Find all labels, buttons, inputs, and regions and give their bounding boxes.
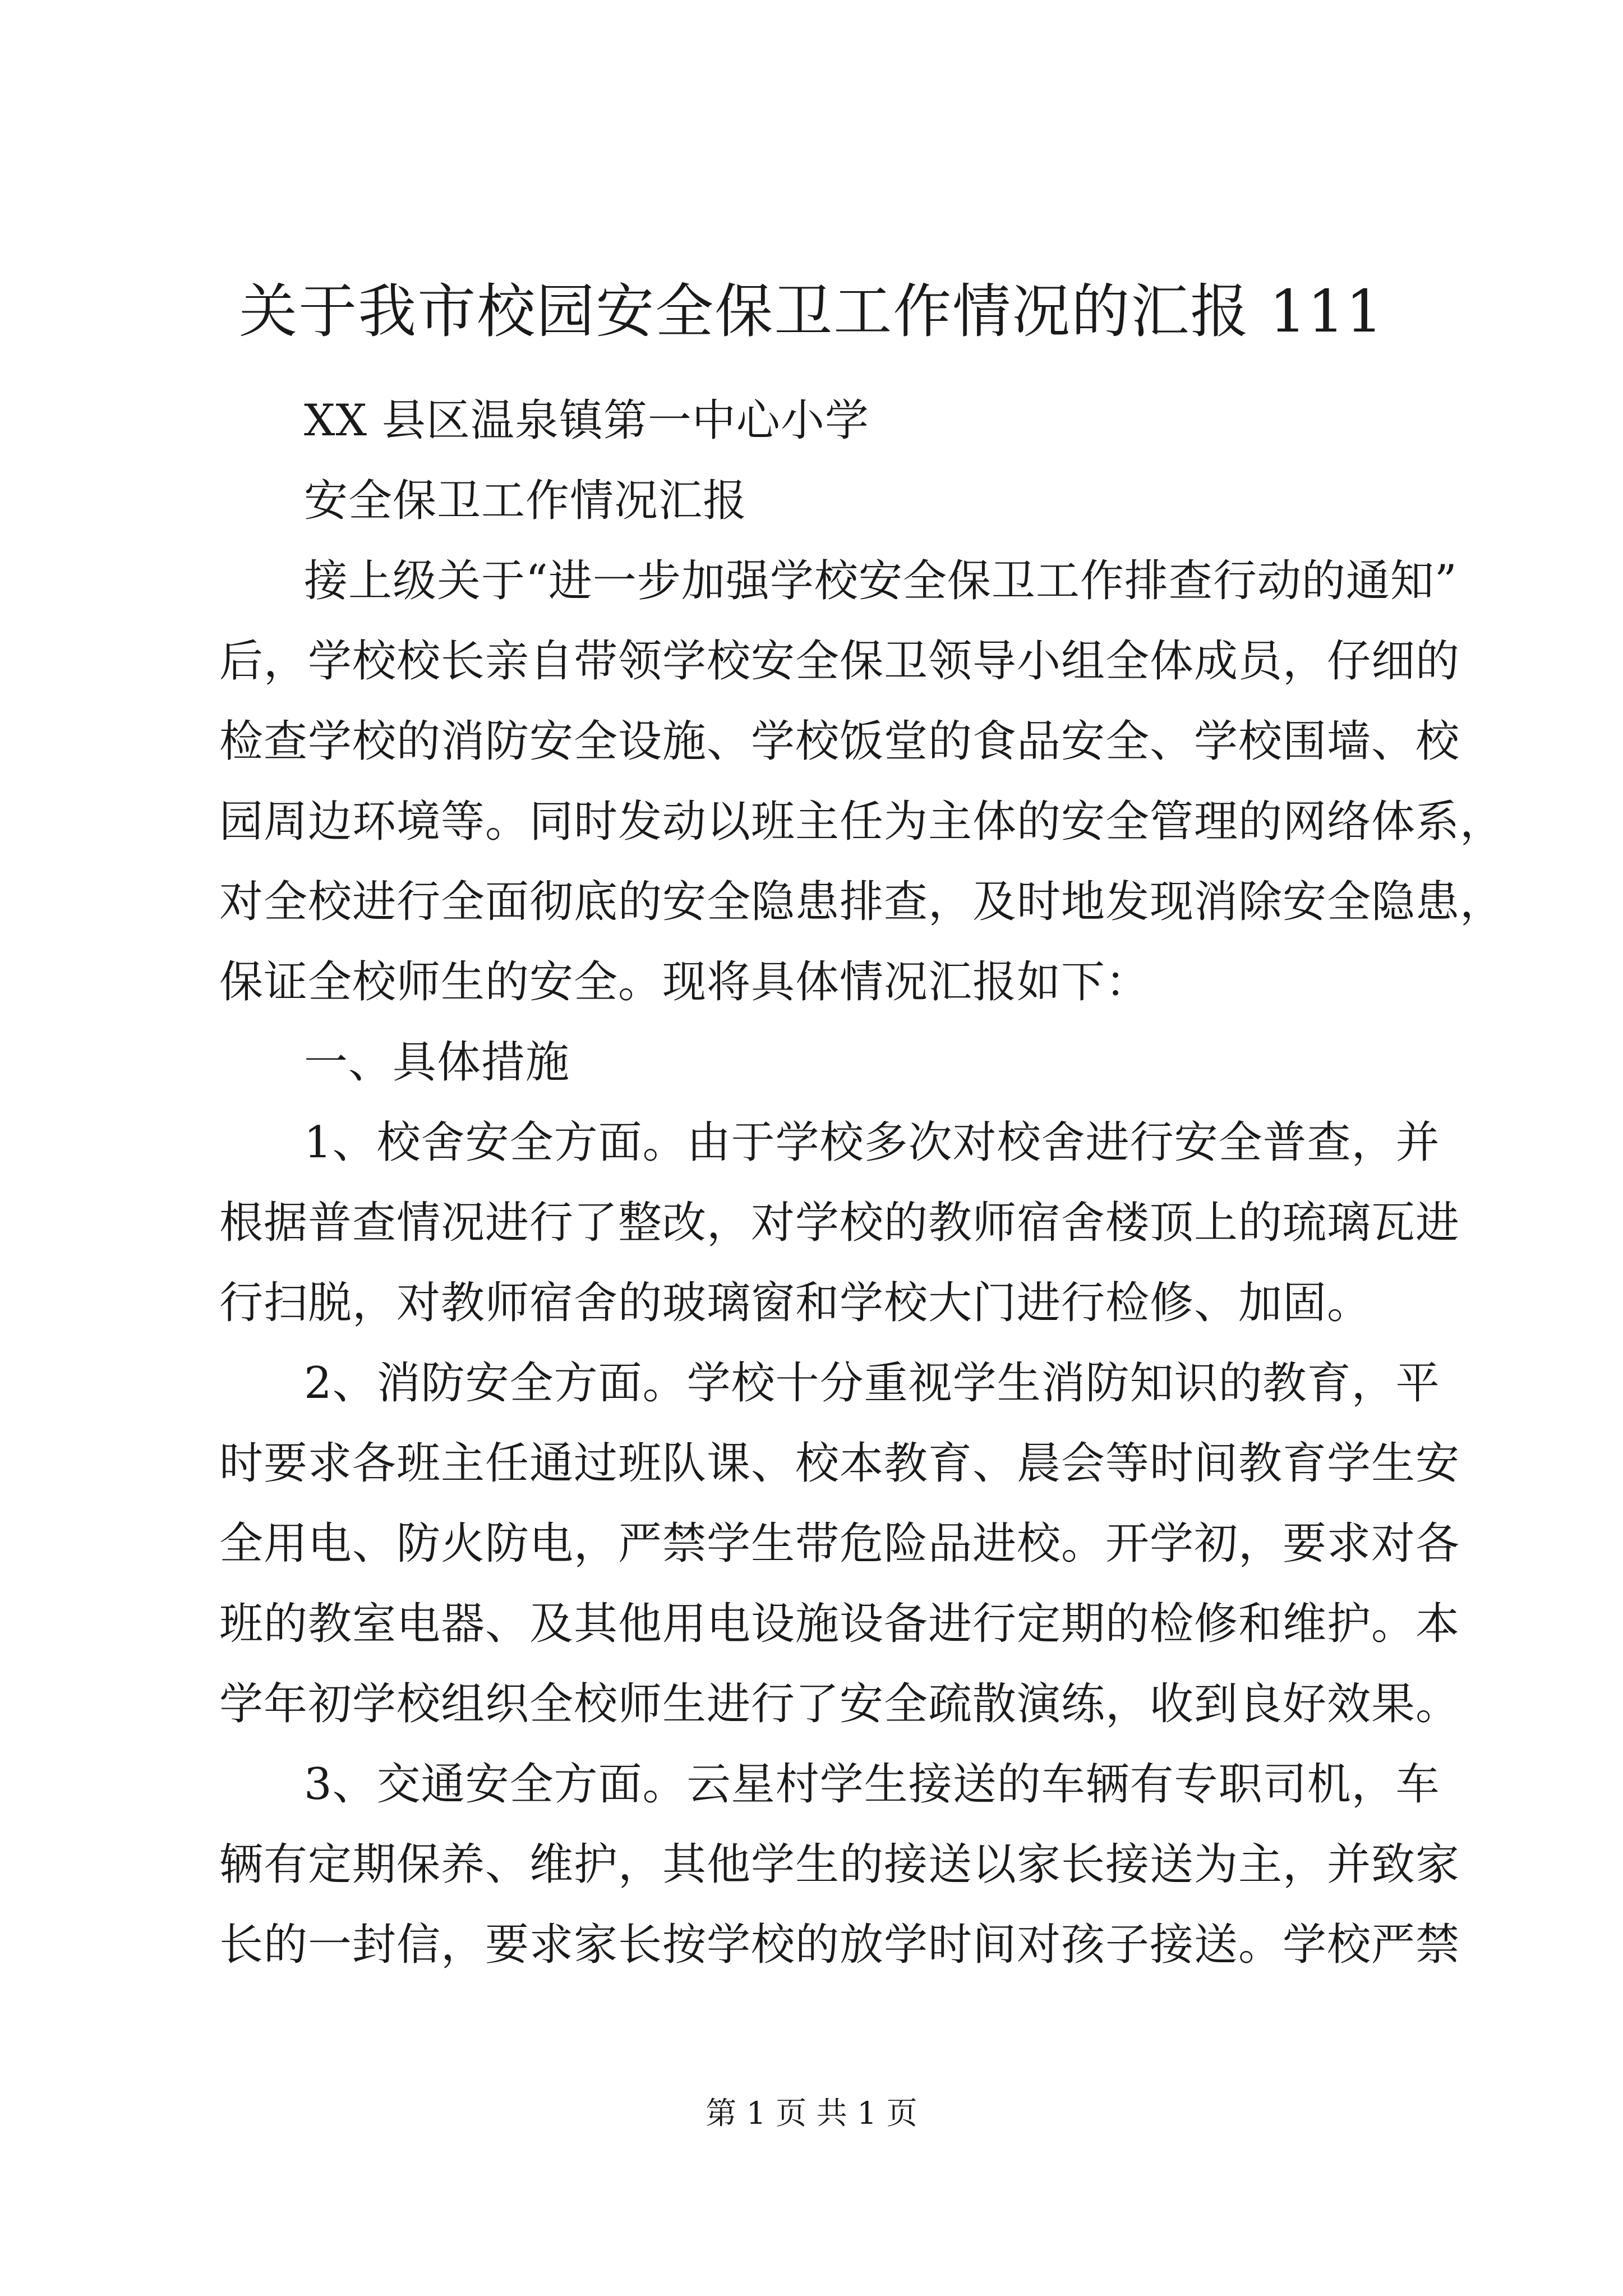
paragraph-line: 全用电、防火防电，严禁学生带危险品进校。开学初，要求对各: [219, 1519, 1460, 1569]
paragraph-line: 保证全校师生的安全。现将具体情况汇报如下：: [219, 957, 1150, 1007]
paragraph-line: 2、消防安全方面。学校十分重视学生消防知识的教育，平: [304, 1358, 1440, 1409]
school-name-line: XX 县区温泉镇第一中心小学: [304, 395, 869, 446]
paragraph-line: 接上级关于“进一步加强学校安全保卫工作排查行动的通知”: [304, 556, 1458, 606]
paragraph-line: 长的一封信，要求家长按学校的放学时间对孩子接送。学校严禁: [219, 1920, 1460, 1970]
section-heading: 一、具体措施: [304, 1037, 570, 1088]
page-footer: 第 1 页 共 1 页: [706, 2095, 917, 2131]
report-subtitle-line: 安全保卫工作情况汇报: [304, 476, 748, 526]
paragraph-line: 班的教室电器、及其他用电设施设备进行定期的检修和维护。本: [219, 1599, 1460, 1649]
document-title: 关于我市校园安全保卫工作情况的汇报 111: [239, 277, 1384, 346]
paragraph-line: 时要求各班主任通过班队课、校本教育、晨会等时间教育学生安: [219, 1438, 1460, 1489]
paragraph-line: 对全校进行全面彻底的安全隐患排查，及时地发现消除安全隐患，: [219, 877, 1505, 927]
paragraph-line: 行扫脱，对教师宿舍的玻璃窗和学校大门进行检修、加固。: [219, 1278, 1372, 1328]
paragraph-line: 辆有定期保养、维护，其他学生的接送以家长接送为主，并致家: [219, 1839, 1460, 1890]
paragraph-line: 检查学校的消防安全设施、学校饭堂的食品安全、学校围墙、校: [219, 716, 1460, 767]
paragraph-line: 1、校舍安全方面。由于学校多次对校舍进行安全普查，并: [304, 1117, 1440, 1168]
paragraph-line: 根据普查情况进行了整改，对学校的教师宿舍楼顶上的琉璃瓦进: [219, 1198, 1460, 1248]
paragraph-line: 学年初学校组织全校师生进行了安全疏散演练，收到良好效果。: [219, 1679, 1460, 1729]
paragraph-line: 3、交通安全方面。云星村学生接送的车辆有专职司机，车: [304, 1759, 1440, 1810]
paragraph-line: 园周边环境等。同时发动以班主任为主体的安全管理的网络体系，: [219, 797, 1505, 847]
paragraph-line: 后，学校校长亲自带领学校安全保卫领导小组全体成员，仔细的: [219, 636, 1460, 687]
